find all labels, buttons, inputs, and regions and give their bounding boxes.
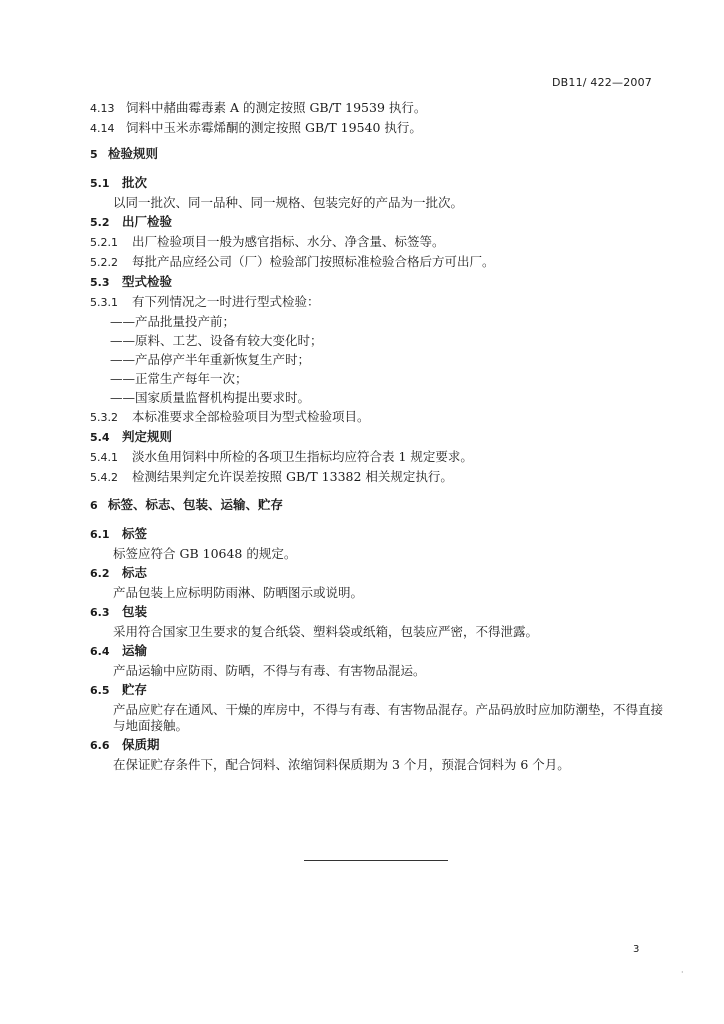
list-item: ——正常生产每年一次； [110, 371, 248, 386]
clause-number: 6.6 [90, 739, 110, 752]
clause-text: 饲料中玉米赤霉烯酮的测定按照 GB/T 19540 执行。 [126, 120, 422, 135]
list-item: ——产品停产半年重新恢复生产时； [110, 352, 311, 367]
clause-6-6-text: 在保证贮存条件下，配合饲料、浓缩饲料保质期为 3 个月，预混合饲料为 6 个月。 [113, 757, 570, 772]
scan-speck: · [681, 968, 684, 977]
clause-title: 贮存 [122, 682, 148, 697]
clause-number: 5.1 [90, 177, 110, 190]
clause-4-14 [90, 120, 665, 137]
clause-number: 6.2 [90, 567, 110, 580]
clause-4-13 [90, 100, 665, 117]
section-5-heading [90, 146, 665, 163]
clause-6-2-heading [90, 565, 665, 582]
clause-number: 5.3 [90, 276, 110, 289]
clause-title: 保质期 [122, 737, 160, 752]
list-item: ——国家质量监督机构提出要求时。 [110, 390, 311, 405]
clause-number: 4.14 [90, 122, 115, 135]
clause-title: 包装 [122, 604, 148, 619]
clause-number: 6.1 [90, 528, 110, 541]
clause-title: 出厂检验 [122, 214, 173, 229]
end-of-document-rule [304, 860, 448, 861]
section-number: 5 [90, 148, 98, 161]
clause-number: 5.4.2 [90, 471, 118, 484]
clause-5-3-2 [90, 409, 665, 426]
list-item: ——原料、工艺、设备有较大变化时； [110, 333, 323, 348]
clause-6-6-heading [90, 737, 665, 754]
clause-6-5-text: 产品应贮存在通风、干燥的库房中，不得与有毒、有害物品混存。产品码放时应加防潮垫，不得直接与地面接触。 [113, 702, 664, 733]
clause-6-2-text: 产品包装上应标明防雨淋、防晒图示或说明。 [113, 585, 364, 600]
list-item: ——产品批量投产前； [110, 314, 236, 329]
clause-text: 出厂检验项目一般为感官指标、水分、净含量、标签等。 [132, 234, 445, 249]
clause-title: 标志 [122, 565, 148, 580]
clause-number: 6.5 [90, 684, 110, 697]
clause-number: 4.13 [90, 102, 115, 115]
clause-5-4-1 [90, 449, 665, 466]
clause-number: 6.4 [90, 645, 110, 658]
clause-title: 型式检验 [122, 274, 173, 289]
clause-text: 检测结果判定允许误差按照 GB/T 13382 相关规定执行。 [132, 469, 453, 484]
clause-6-1-heading [90, 526, 665, 543]
clause-5-1-text: 以同一批次、同一品种、同一规格、包装完好的产品为一批次。 [113, 195, 464, 210]
clause-number: 5.4 [90, 431, 110, 444]
section-title: 标签、标志、包装、运输、贮存 [108, 497, 284, 512]
clause-number: 6.3 [90, 606, 110, 619]
clause-title: 标签 [122, 526, 148, 541]
clause-6-5-heading [90, 682, 665, 699]
clause-5-2-heading [90, 214, 665, 231]
clause-6-3-text: 采用符合国家卫生要求的复合纸袋、塑料袋或纸箱，包装应严密，不得泄露。 [113, 624, 539, 639]
clause-number: 5.3.2 [90, 411, 118, 424]
clause-6-4-text: 产品运输中应防雨、防晒，不得与有毒、有害物品混运。 [113, 663, 426, 678]
document-body [90, 100, 665, 776]
section-title: 检验规则 [108, 146, 159, 161]
document-id: DB11/ 422—2007 [551, 76, 652, 89]
clause-text: 每批产品应经公司（厂）检验部门按照标准检验合格后方可出厂。 [132, 254, 495, 269]
section-number: 6 [90, 499, 98, 512]
clause-6-1-text: 标签应符合 GB 10648 的规定。 [113, 546, 297, 561]
clause-text: 有下列情况之一时进行型式检验： [132, 294, 320, 309]
clause-number: 5.2.2 [90, 256, 118, 269]
clause-number: 5.4.1 [90, 451, 118, 464]
clause-title: 批次 [122, 175, 148, 190]
clause-5-4-heading [90, 429, 665, 446]
clause-number: 5.2 [90, 216, 110, 229]
clause-title: 运输 [122, 643, 148, 658]
clause-text: 淡水鱼用饲料中所检的各项卫生指标均应符合表 1 规定要求。 [132, 449, 473, 464]
clause-5-3-heading [90, 274, 665, 291]
clause-text: 饲料中赭曲霉毒素 A 的测定按照 GB/T 19539 执行。 [126, 100, 427, 115]
section-6-heading [90, 497, 665, 514]
clause-6-4-heading [90, 643, 665, 660]
clause-title: 判定规则 [122, 429, 173, 444]
clause-5-2-1 [90, 234, 665, 251]
clause-6-3-heading [90, 604, 665, 621]
clause-number: 5.3.1 [90, 296, 118, 309]
page-number: 3 [633, 944, 640, 955]
clause-number: 5.2.1 [90, 236, 118, 249]
clause-5-4-2 [90, 469, 665, 486]
clause-text: 本标准要求全部检验项目为型式检验项目。 [132, 409, 370, 424]
clause-5-3-1 [90, 294, 665, 311]
clause-5-2-2 [90, 254, 665, 271]
clause-5-1-heading [90, 175, 665, 192]
